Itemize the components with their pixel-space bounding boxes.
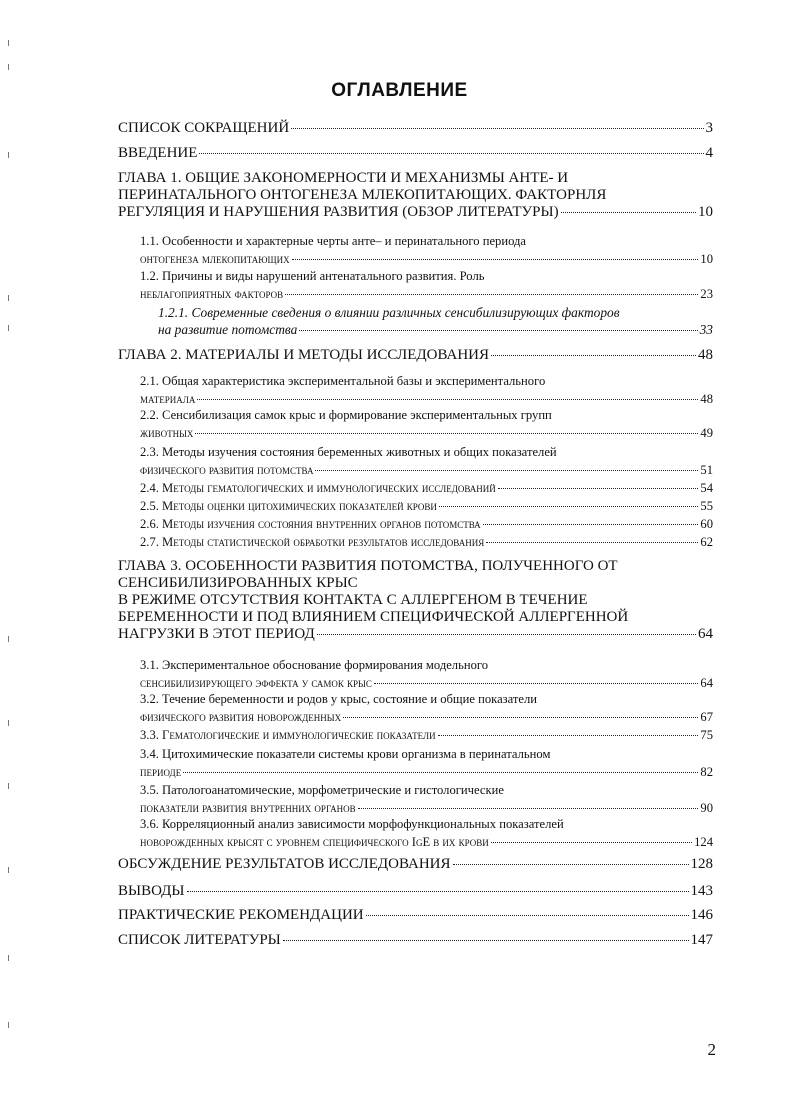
toc-entry-text: ВЫВОДЫ xyxy=(118,883,185,899)
toc-entry-introduction[interactable] xyxy=(118,145,713,162)
leader-dots xyxy=(315,470,698,471)
toc-entry-line: 3.4. Цитохимические показатели системы крови организма в перинатальном xyxy=(140,747,551,761)
scan-speck xyxy=(8,295,13,301)
toc-entry-2-1[interactable] xyxy=(140,372,713,408)
toc-entry-line: ПЕРИНАТАЛЬНОГО ОНТОГЕНЕЗА МЛЕКОПИТАЮЩИХ. ФАКТОРНЛЯ xyxy=(118,187,607,203)
toc-entry-3-2[interactable] xyxy=(140,690,713,726)
leader-dots xyxy=(498,488,699,489)
toc-page-number: 48 xyxy=(700,392,713,406)
toc-entry-line: 1.1. Особенности и характерные черты анте– и перинатального периода xyxy=(140,234,527,248)
toc-page-number: 54 xyxy=(700,481,713,495)
toc-page-number: 51 xyxy=(700,463,713,477)
toc-entry-2-6[interactable] xyxy=(140,515,713,533)
toc-entry-line: 3.1. Экспериментальное обоснование формирования модельного xyxy=(140,658,489,672)
leader-dots xyxy=(187,891,689,892)
toc-entry-text: 3.3. Гематологические и иммунологические показатели xyxy=(140,728,436,742)
toc-entry-chapter-3[interactable] xyxy=(118,558,713,643)
toc-entry-text: 2.4. Методы гематологических и иммунологических исследований xyxy=(140,481,496,495)
toc-entry-line: 2.3. Методы изучения состояния беременных животных и общих показателей xyxy=(140,445,557,459)
toc-entry-text: новорожденных крысят с уровнем специфического IgE в их крови xyxy=(140,835,489,849)
toc-entry-line: 3.6. Корреляционный анализ зависимости морфофункциональных показателей xyxy=(140,817,564,831)
toc-page-number: 10 xyxy=(698,204,713,220)
toc-entry-text: СПИСОК ЛИТЕРАТУРЫ xyxy=(118,932,281,948)
toc-page-number: 64 xyxy=(700,676,713,690)
leader-dots xyxy=(285,294,698,295)
toc-entry-text: физического развития новорожденных xyxy=(140,710,342,724)
toc-entry-line: БЕРЕМЕННОСТИ И ПОД ВЛИЯНИЕМ СПЕЦИФИЧЕСКОЙ АЛЛЕРГЕННОЙ xyxy=(118,609,629,625)
toc-entry-1-2-1[interactable] xyxy=(158,304,713,338)
toc-entry-1-1[interactable] xyxy=(140,232,713,268)
toc-entry-2-7[interactable] xyxy=(140,533,713,551)
leader-dots xyxy=(438,735,699,736)
toc-entry-text: материала xyxy=(140,392,196,406)
leader-dots xyxy=(453,864,689,865)
toc-entry-chapter-1[interactable] xyxy=(118,170,713,221)
toc-entry-2-3[interactable] xyxy=(140,443,713,479)
toc-page-number: 23 xyxy=(700,287,713,301)
toc-page-number: 128 xyxy=(690,856,713,872)
toc-page-number: 33 xyxy=(699,322,713,337)
toc-page-number: 49 xyxy=(700,426,713,440)
toc-entry-2-5[interactable] xyxy=(140,497,713,515)
toc-entry-2-2[interactable] xyxy=(140,406,713,442)
leader-dots xyxy=(317,634,696,635)
toc-entry-text: 2.6. Методы изучения состояния внутренних органов потомства xyxy=(140,517,481,531)
toc-page-number: 67 xyxy=(700,710,713,724)
scan-speck xyxy=(8,720,13,726)
toc-entry-3-1[interactable] xyxy=(140,656,713,692)
toc-entry-text: 2.5. Методы оценки цитохимических показателей крови xyxy=(140,499,437,513)
scan-speck xyxy=(8,636,13,642)
toc-entry-chapter-2[interactable] xyxy=(118,347,713,364)
toc-page-number: 124 xyxy=(694,835,713,849)
toc-entry-line: 2.2. Сенсибилизация самок крыс и формирование экспериментальных групп xyxy=(140,408,552,422)
scan-speck xyxy=(8,325,13,331)
toc-entry-line: 1.2. Причины и виды нарушений антенатального развития. Роль xyxy=(140,269,485,283)
toc-entry-text: ВВЕДЕНИЕ xyxy=(118,145,198,161)
toc-entry-line: 3.5. Патологоанатомические, морфометрические и гистологические xyxy=(140,783,504,797)
leader-dots xyxy=(374,683,699,684)
toc-entry-line: ГЛАВА 3. ОСОБЕННОСТИ РАЗВИТИЯ ПОТОМСТВА, ПОЛУЧЕННОГО ОТ xyxy=(118,558,618,574)
toc-entry-2-4[interactable] xyxy=(140,479,713,497)
toc-page-number: 147 xyxy=(690,932,713,948)
leader-dots xyxy=(491,355,696,356)
toc-entry-text: на развитие потомства xyxy=(158,322,298,337)
toc-page-number: 75 xyxy=(700,728,713,742)
toc-page-number: 60 xyxy=(700,517,713,531)
leader-dots xyxy=(561,212,696,213)
leader-dots xyxy=(283,940,689,941)
leader-dots xyxy=(439,506,699,507)
toc-entry-text: ГЛАВА 2. МАТЕРИАЛЫ И МЕТОДЫ ИССЛЕДОВАНИЯ xyxy=(118,347,490,363)
toc-entry-abbreviations[interactable] xyxy=(118,120,713,137)
toc-entry-text: ПРАКТИЧЕСКИЕ РЕКОМЕНДАЦИИ xyxy=(118,907,364,923)
toc-entry-1-2[interactable] xyxy=(140,267,713,303)
toc-page-number: 143 xyxy=(690,883,713,899)
toc-entry-text: показатели развития внутренних органов xyxy=(140,801,356,815)
toc-entry-3-3[interactable] xyxy=(140,726,713,744)
toc-page-number: 82 xyxy=(700,765,713,779)
toc-entry-references[interactable] xyxy=(118,932,713,949)
toc-entry-line: 1.2.1. Современные сведения о влиянии различных сенсибилизирующих факторов xyxy=(158,305,620,320)
toc-page-number: 4 xyxy=(705,145,713,161)
scan-speck xyxy=(8,40,13,46)
toc-entry-3-4[interactable] xyxy=(140,745,713,781)
toc-entry-text: периоде xyxy=(140,765,182,779)
toc-entry-text: НАГРУЗКИ В ЭТОТ ПЕРИОД xyxy=(118,626,315,642)
leader-dots xyxy=(483,524,699,525)
toc-entry-text: сенсибилизирующего эффекта у самок крыс xyxy=(140,676,372,690)
leader-dots xyxy=(195,433,698,434)
leader-dots xyxy=(343,717,698,718)
leader-dots xyxy=(197,399,698,400)
toc-entry-text: ОБСУЖДЕНИЕ РЕЗУЛЬТАТОВ ИССЛЕДОВАНИЯ xyxy=(118,856,451,872)
toc-page-number: 90 xyxy=(700,801,713,815)
toc-entry-text: 2.7. Методы статистической обработки результатов исследования xyxy=(140,535,485,549)
scan-speck xyxy=(8,152,13,158)
toc-entry-line: 2.1. Общая характеристика экспериментальной базы и экспериментального xyxy=(140,374,546,388)
leader-dots xyxy=(183,772,698,773)
scan-speck xyxy=(8,783,13,789)
leader-dots xyxy=(491,842,692,843)
toc-entry-line: 3.2. Течение беременности и родов у крыс, состояние и общие показатели xyxy=(140,692,538,706)
page-title: ОГЛАВЛЕНИЕ xyxy=(331,80,468,101)
toc-entry-text: РЕГУЛЯЦИЯ И НАРУШЕНИЯ РАЗВИТИЯ (ОБЗОР ЛИТЕРАТУРЫ) xyxy=(118,204,559,220)
leader-dots xyxy=(486,542,698,543)
toc-entry-line: СЕНСИБИЛИЗИРОВАННЫХ КРЫС xyxy=(118,575,358,591)
toc-entry-line: В РЕЖИМЕ ОТСУТСТВИЯ КОНТАКТА С АЛЛЕРГЕНОМ В ТЕЧЕНИЕ xyxy=(118,592,588,608)
scan-speck xyxy=(8,1022,13,1028)
toc-entry-recommendations[interactable] xyxy=(118,907,713,924)
toc-page-number: 64 xyxy=(698,626,713,642)
toc-entry-text: физического развития потомства xyxy=(140,463,314,477)
leader-dots xyxy=(199,153,703,154)
toc-page-number: 62 xyxy=(700,535,713,549)
scan-speck xyxy=(8,64,13,70)
leader-dots xyxy=(358,808,699,809)
toc-page-number: 3 xyxy=(705,120,713,136)
leader-dots xyxy=(292,259,699,260)
scan-speck xyxy=(8,955,13,961)
toc-entry-3-6[interactable] xyxy=(140,815,713,851)
leader-dots xyxy=(366,915,689,916)
leader-dots xyxy=(299,330,697,331)
page-number: 2 xyxy=(707,1040,716,1059)
toc-entry-line: ГЛАВА 1. ОБЩИЕ ЗАКОНОМЕРНОСТИ И МЕХАНИЗМЫ АНТЕ- И xyxy=(118,170,569,186)
toc-entry-text: животных xyxy=(140,426,194,440)
toc-entry-discussion[interactable] xyxy=(118,856,713,873)
toc-entry-conclusions[interactable] xyxy=(118,883,713,900)
toc-page-number: 48 xyxy=(698,347,713,363)
toc-page-number: 10 xyxy=(700,252,713,266)
toc-page-number: 55 xyxy=(700,499,713,513)
toc-page-number: 146 xyxy=(690,907,713,923)
toc-entry-text: неблагоприятных факторов xyxy=(140,287,284,301)
toc-entry-text: онтогенеза млекопитающих xyxy=(140,252,290,266)
leader-dots xyxy=(291,128,703,129)
toc-entry-3-5[interactable] xyxy=(140,781,713,817)
scan-speck xyxy=(8,867,13,873)
toc-entry-text: СПИСОК СОКРАЩЕНИЙ xyxy=(118,120,290,136)
